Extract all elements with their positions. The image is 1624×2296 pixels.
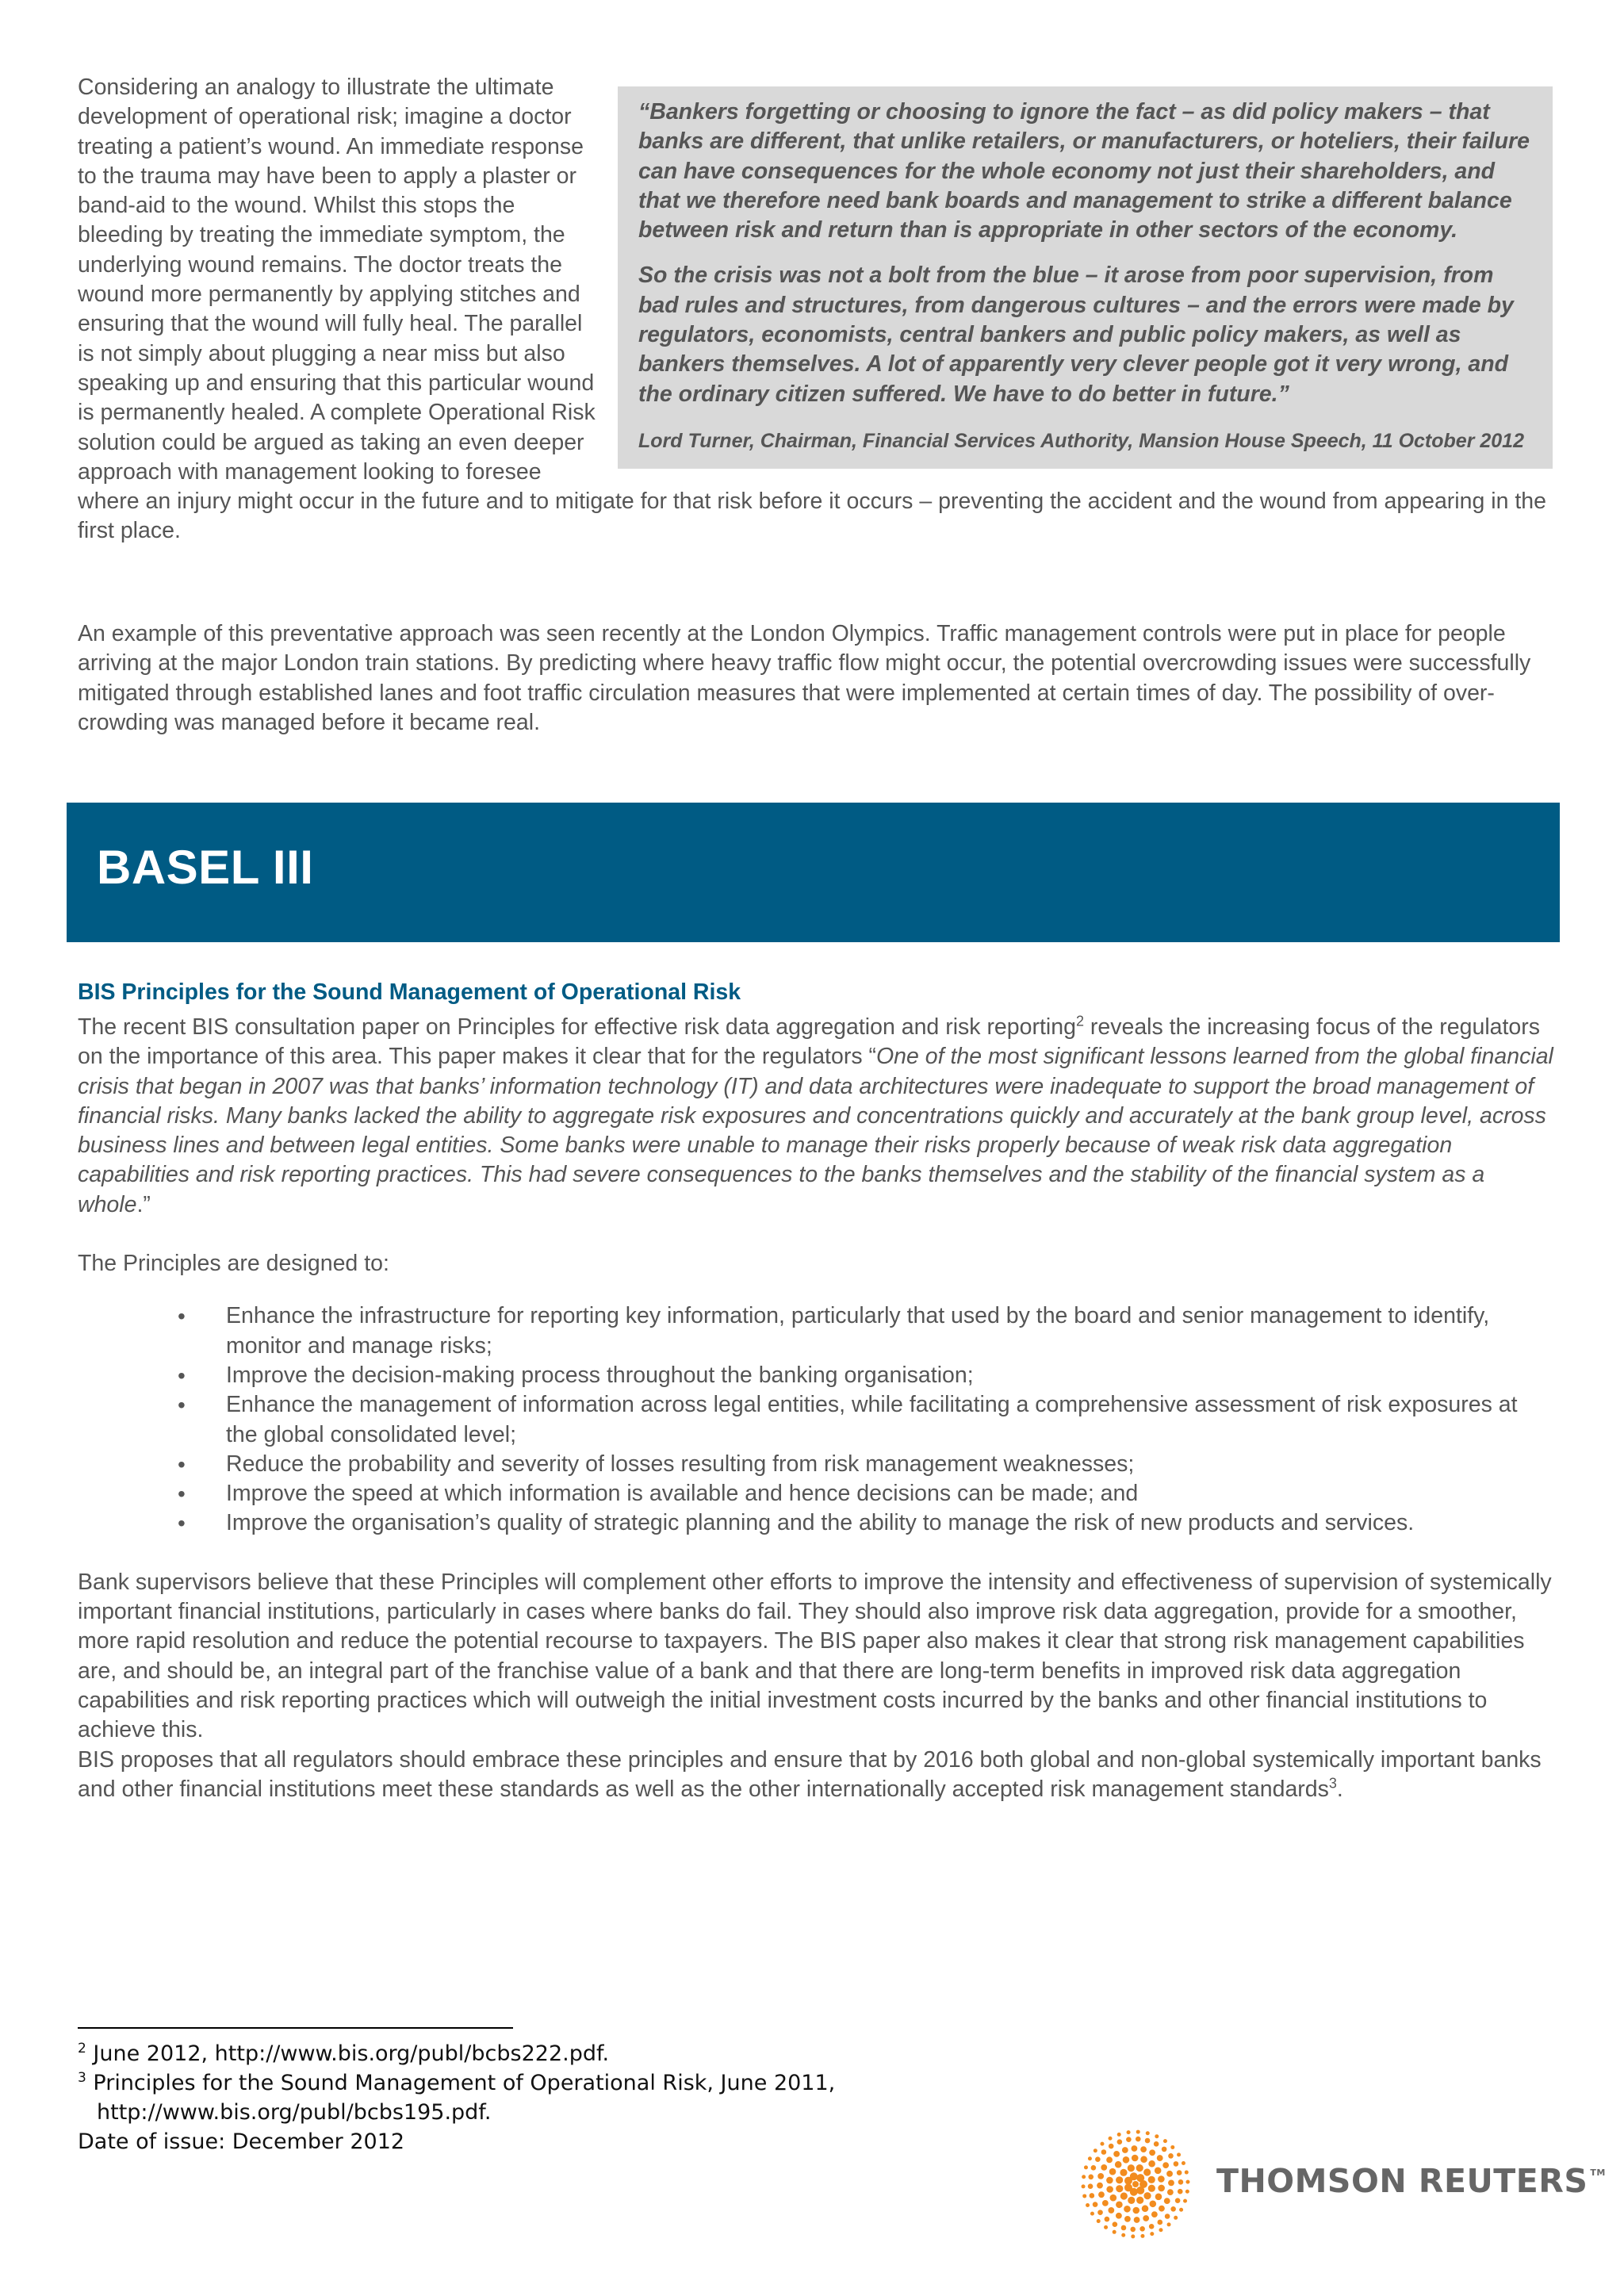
logo-dot — [1091, 2165, 1097, 2171]
logo-dot — [1175, 2198, 1181, 2203]
list-item — [78, 1301, 1557, 1361]
logo-dot — [1146, 2131, 1150, 2135]
logo-dot — [1122, 2147, 1128, 2153]
logo-dot — [1116, 2185, 1123, 2192]
bis-proposal-paragraph — [78, 1746, 1557, 1805]
logo-dot — [1163, 2139, 1167, 2143]
footnote-3 — [78, 2068, 1029, 2098]
list-item-text: Reduce the probability and severity of losses resulting from risk management weaknesses; — [226, 1451, 1135, 1477]
logo-dot — [1158, 2175, 1165, 2183]
logo-dot — [1106, 2156, 1113, 2163]
logo-dot — [1145, 2138, 1151, 2144]
logo-dot — [1109, 2137, 1113, 2141]
logo-dot — [1132, 2145, 1138, 2152]
logo-dot — [1149, 2224, 1155, 2229]
logo-dot — [1136, 2197, 1143, 2204]
logo-dot — [1158, 2220, 1163, 2225]
intro-paragraph — [78, 73, 1553, 546]
logo-dot — [1128, 2197, 1135, 2204]
bis-paragraph-start: The recent BIS consultation paper on Principles for effective risk data aggregation and risk reporting — [78, 1014, 1076, 1040]
logo-dot — [1140, 2234, 1144, 2238]
logo-dot — [1168, 2153, 1174, 2159]
logo-dot — [1084, 2165, 1088, 2169]
footnote-3-text: Principles for the Sound Management of Operational Risk, June 2011, — [86, 2071, 836, 2095]
bullet-icon: • — [178, 1511, 186, 1536]
logo-dot — [1178, 2179, 1184, 2185]
bis-proposal-end: . — [1336, 1776, 1343, 1802]
section-banner — [67, 803, 1560, 942]
logo-dot — [1090, 2193, 1095, 2198]
logo-dot — [1132, 2207, 1139, 2214]
list-item-text: Enhance the management of information across legal entities, while facilitating a comprehensive assessment of risk exposures at the global consolidated level; — [226, 1392, 1518, 1447]
logo-dot — [1094, 2148, 1097, 2152]
quote-attribution: Lord Turner, Chairman, Financial Services Authority, Mansion House Speech, 11 October 2012 — [638, 429, 1524, 452]
logo-dot — [1130, 2227, 1136, 2233]
logo-dot — [1143, 2192, 1151, 2199]
olympics-paragraph: An example of this preventative approach was seen recently at the London Olympics. Traffic management controls were put in place for people arriving at the major London train stations. By predicting where heavy traffic flow might occur, the potential overcrowding issues were successfully mitigated through established lanes and foot traffic circulation measures that were implemented at certain times of day. The possibility of over-crowding was managed before it became real. — [78, 621, 1531, 735]
logo-dot — [1128, 2164, 1135, 2171]
logo-dot — [1108, 2207, 1114, 2214]
principles-list — [78, 1301, 1557, 1538]
logo-dot — [1158, 2185, 1165, 2192]
logo-dot — [1162, 2162, 1169, 2168]
logo-dot — [1159, 2228, 1162, 2232]
logo-dot — [1174, 2216, 1178, 2220]
logo-dot — [1134, 2217, 1140, 2223]
quote-paragraph-2: So the crisis was not a bolt from the blue – it arose from poor supervision, from bad rules and structures, from dangerous cultures – and the errors were made by regulators, economists, central bankers and public policy makers, as well as bankers themselves. A lot of apparently very clever people got it very wrong, and the ordinary citizen suffered. We have to do better in future.” — [638, 263, 1514, 407]
logo-dot — [1136, 2137, 1141, 2142]
logo-dot — [1086, 2203, 1090, 2207]
logo-dot — [1082, 2194, 1086, 2198]
logo-dot — [1109, 2144, 1114, 2149]
logo-dot — [1131, 2234, 1135, 2238]
logo-dot — [1116, 2201, 1123, 2208]
logo-dot — [1127, 2130, 1131, 2134]
logo-dot — [1088, 2156, 1092, 2160]
logo-dot — [1132, 2155, 1139, 2162]
logo-dot — [1126, 2137, 1132, 2142]
logo-dot — [1185, 2190, 1189, 2194]
logo-dot — [1116, 2213, 1122, 2219]
footnote-ref-3: 3 — [1328, 1775, 1337, 1792]
logo-dot — [1136, 2174, 1144, 2182]
logo-dot — [1174, 2161, 1179, 2167]
logo-wordmark-text: THOMSON REUTERS — [1216, 2162, 1588, 2200]
logo-dot — [1106, 2186, 1113, 2193]
footnote-divider — [78, 2027, 513, 2029]
logo-dot — [1148, 2160, 1155, 2168]
logo-dot — [1115, 2161, 1122, 2168]
list-item — [78, 1508, 1557, 1538]
list-item-text: Improve the decision-making process throughout the banking organisation; — [226, 1362, 974, 1388]
logo-dot — [1183, 2199, 1187, 2203]
thomson-reuters-mark-icon — [1080, 2129, 1191, 2240]
logo-dot — [1159, 2206, 1165, 2212]
date-of-issue: Date of issue: December 2012 — [78, 2129, 405, 2154]
logo-dot — [1155, 2134, 1159, 2138]
logo-dot — [1155, 2168, 1162, 2175]
logo-dot — [1182, 2161, 1185, 2165]
logo-dot — [1088, 2183, 1094, 2189]
quote-paragraph-1: “Bankers forgetting or choosing to ignore the fact – as did policy makers – that banks are different, that unlike retailers, or manufacturers, or hoteliers, their failure can have consequences for the whole economy not just their shareholders, and that we therefore need bank boards and management to strike a different balance between risk and return than is appropriate in other sectors of the economy. — [638, 99, 1530, 243]
bis-paragraph — [78, 1013, 1557, 1220]
logo-dot — [1143, 2168, 1151, 2175]
logo-dot — [1167, 2189, 1174, 2195]
bis-quote: One of the most significant lessons learned from the global financial crisis that began in 2007 was that banks’ information technology (IT) and data architectures were inadequate to support the broad management of financial risks. Many banks lacked the ability to aggregate risk exposures and concentrations quickly and accurately at the bank group level, across business lines and between legal entities. Some banks were unable to manage their risks properly because of weak risk data aggregation capabilities and risk reporting practices. This had severe consequences to the banks themselves and the stability of the financial system as a whole — [78, 1044, 1553, 1217]
logo-dot — [1185, 2180, 1189, 2184]
thomson-reuters-logo — [1080, 2129, 1606, 2240]
footnotes — [78, 2039, 1029, 2156]
bis-paragraph-end: .” — [136, 1191, 151, 1217]
section-heading: BIS Principles for the Sound Management of Operational Risk — [78, 979, 741, 1005]
logo-dot — [1113, 2221, 1118, 2227]
list-item-text: Improve the speed at which information is available and hence decisions can be made; and — [226, 1481, 1139, 1507]
logo-dot — [1166, 2171, 1173, 2177]
logo-dot — [1123, 2156, 1130, 2164]
logo-dot — [1124, 2216, 1131, 2222]
logo-dot — [1116, 2176, 1123, 2183]
logo-dot — [1104, 2225, 1108, 2229]
logo-dot — [1117, 2133, 1121, 2137]
logo-wordmark — [1216, 2162, 1606, 2200]
logo-dot — [1120, 2169, 1127, 2176]
footnote-ref-2: 2 — [1075, 1013, 1084, 1029]
logo-dot — [1120, 2192, 1128, 2199]
logo-dot — [1090, 2212, 1094, 2216]
logo-dot — [1164, 2198, 1170, 2204]
bullet-icon: • — [178, 1363, 186, 1388]
bullet-icon: • — [178, 1481, 186, 1507]
logo-dot — [1136, 2164, 1143, 2171]
logo-dot — [1140, 2156, 1147, 2163]
list-item-text: Enhance the infrastructure for reporting key information, particularly that used by the board and senior management to identify, monitor and manage risks; — [226, 1303, 1490, 1359]
trademark-symbol: TM — [1590, 2168, 1606, 2178]
logo-dot — [1168, 2180, 1174, 2187]
bullet-icon: • — [178, 1451, 186, 1477]
banner-title: BASEL III — [97, 841, 314, 894]
logo-dot — [1097, 2183, 1103, 2189]
intro-text: Considering an analogy to illustrate the ultimate development of operational risk; imagine a doctor treating a patient’s wound. An immediate response to the trauma may have been to apply a plaster or band-aid to the wound. Whilst this stops the bleeding by treating the immediate symptom, the underlying wound remains. The doctor treats the wound more permanently by applying stitches and ensuring that the wound will fully heal. The parallel is not simply about plugging a near miss but also speaking up and ensuring that this particular wound is permanently healed. A complete Operational Risk solution could be argued as taking an even deeper approach with management looking to foresee where an injury might occur in the future and to mitigate for that risk before it occurs – preventing the accident and the wound from appearing in the first place. — [78, 75, 1546, 544]
logo-dot — [1148, 2185, 1155, 2192]
logo-dot — [1150, 2200, 1157, 2207]
bis-proposal-text: BIS proposes that all regulators should embrace these principles and ensure that by 2016 both global and non-global systemically important banks and other financial institutions meet these standards as well as the other internationally accepted risk management standards — [78, 1746, 1542, 1802]
logo-dot — [1178, 2189, 1183, 2194]
list-item-text: Improve the organisation’s quality of strategic planning and the ability to manage the risk of new products and services. — [226, 1510, 1415, 1536]
footnote-2-text: June 2012, http://www.bis.org/publ/bcbs222.pdf. — [86, 2041, 610, 2066]
logo-dot — [1151, 2211, 1158, 2217]
logo-dot — [1109, 2168, 1116, 2175]
logo-dot — [1185, 2171, 1189, 2175]
logo-dot — [1149, 2149, 1155, 2156]
logo-dot — [1106, 2177, 1113, 2184]
logo-dot — [1101, 2164, 1107, 2171]
logo-dot — [1105, 2217, 1110, 2222]
footnote-3-url: http://www.bis.org/publ/bcbs195.pdf. — [97, 2100, 492, 2125]
logo-dot — [1088, 2174, 1094, 2179]
principles-lead: The Principles are designed to: — [78, 1251, 389, 1277]
logo-dot — [1155, 2194, 1162, 2201]
logo-dot — [1100, 2142, 1104, 2146]
logo-dot — [1177, 2170, 1182, 2175]
logo-dot — [1136, 2130, 1140, 2134]
logo-dot — [1142, 2205, 1149, 2212]
supervisors-paragraph: Bank supervisors believe that these Principles will complement other efforts to improve the intensity and effectiveness of supervision of systemically important financial institutions, particularly in cases where banks do fail. They should also improve risk data aggregation, provide for a smoother, more rapid resolution and reduce the potential recourse to taxpayers. The BIS paper also makes it clear that strong risk management capabilities are, and should be, an integral part of the franchise value of a bank and that there are long-term benefits in improved risk data aggregation capabilities and risk reporting practices which will outweigh the initial investment costs incurred by the banks and other financial institutions to achieve this. — [78, 1569, 1552, 1743]
logo-dot — [1167, 2222, 1171, 2226]
logo-dot — [1162, 2147, 1167, 2152]
list-item — [78, 1361, 1557, 1390]
logo-dot — [1097, 2173, 1104, 2179]
logo-dot — [1148, 2176, 1155, 2183]
logo-dot — [1139, 2226, 1145, 2232]
logo-dot — [1140, 2146, 1147, 2152]
logo-dot — [1113, 2151, 1120, 2157]
bullet-icon: • — [178, 1304, 186, 1329]
logo-dot — [1095, 2156, 1101, 2162]
footnote-2 — [78, 2039, 1029, 2068]
list-item — [78, 1450, 1557, 1479]
logo-dot — [1179, 2208, 1183, 2212]
logo-dot — [1124, 2206, 1131, 2213]
logo-dot — [1097, 2219, 1101, 2223]
footnote-3-number: 3 — [78, 2070, 86, 2086]
logo-dot — [1170, 2145, 1174, 2149]
logo-dot — [1113, 2230, 1116, 2234]
logo-dot — [1124, 2183, 1132, 2191]
footnote-2-number: 2 — [78, 2041, 86, 2056]
logo-dot — [1170, 2206, 1176, 2212]
list-item — [78, 1479, 1557, 1508]
logo-dot — [1121, 2233, 1125, 2237]
logo-dot — [1117, 2139, 1123, 2145]
list-item — [78, 1390, 1557, 1450]
logo-dot — [1132, 2181, 1139, 2187]
logo-dot — [1165, 2214, 1170, 2219]
bullet-icon: • — [178, 1393, 186, 1418]
section-body — [78, 1013, 1557, 1804]
logo-dot — [1101, 2149, 1107, 2155]
logo-dot — [1102, 2200, 1109, 2206]
pull-quote-box — [618, 86, 1553, 469]
logo-dot — [1082, 2184, 1086, 2188]
logo-dot — [1121, 2225, 1127, 2231]
logo-dot — [1130, 2172, 1138, 2180]
logo-dot — [1154, 2141, 1159, 2147]
logo-dot — [1157, 2155, 1163, 2161]
logo-dot — [1110, 2194, 1117, 2202]
logo-dot — [1150, 2232, 1154, 2236]
logo-dot — [1098, 2191, 1105, 2198]
logo-dot — [1093, 2202, 1098, 2207]
logo-dot — [1082, 2175, 1086, 2179]
logo-dot — [1097, 2210, 1103, 2215]
logo-dot — [1177, 2152, 1181, 2156]
logo-dot — [1136, 2187, 1144, 2194]
logo-dot — [1143, 2215, 1149, 2221]
bis-paragraph-mid: reveals the increasing focus of the regulators on the importance of this area. This paper makes it clear that for the regulators “ — [78, 1014, 1541, 1070]
